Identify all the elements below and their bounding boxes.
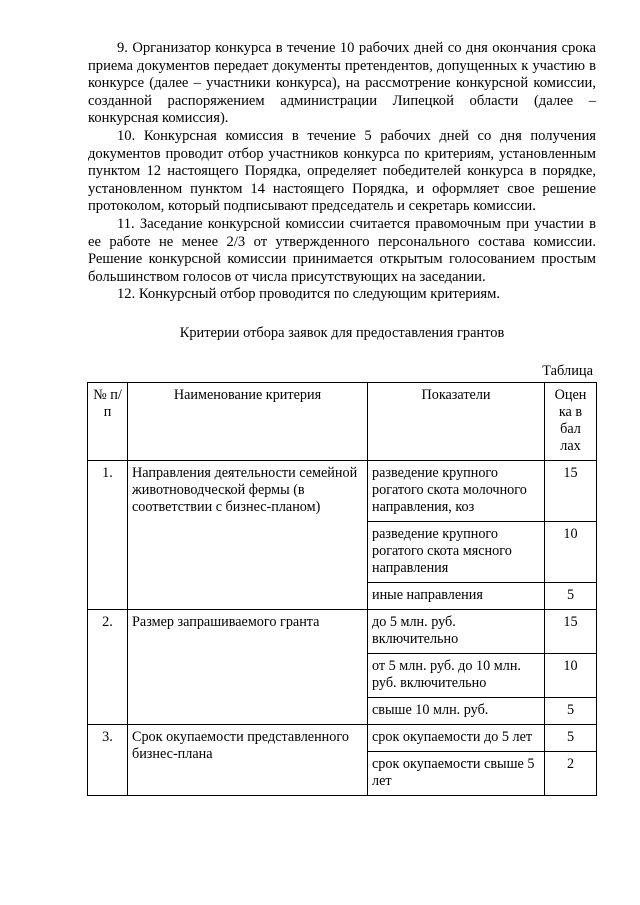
criterion-name: Направления деятельности семейной животноводческой фермы (в соответствии с бизнес-планом) <box>128 460 368 609</box>
table-header-row <box>88 382 597 460</box>
score-cell: 15 <box>545 460 597 521</box>
table-note: Таблица <box>542 362 593 379</box>
table-caption: Критерии отбора заявок для предоставления грантов <box>179 324 505 341</box>
indicator-cell: от 5 млн. руб. до 10 млн. руб. включительно <box>368 653 545 697</box>
indicator-cell: разведение крупного рогатого скота мясного направления <box>368 521 545 582</box>
header-num: № п/п <box>88 382 128 460</box>
score-cell: 2 <box>545 751 597 795</box>
score-cell: 10 <box>545 653 597 697</box>
header-indicators: Показатели <box>368 382 545 460</box>
score-cell: 15 <box>545 609 597 653</box>
score-cell: 5 <box>545 724 597 751</box>
indicator-cell: до 5 млн. руб. включительно <box>368 609 545 653</box>
document-page <box>88 40 596 796</box>
indicator-cell: срок окупаемости до 5 лет <box>368 724 545 751</box>
paragraph-11: 11. Заседание конкурсной комиссии считается правомочным при участии в ее работе не менее 2/3 от утвержденного персонального состава комиссии. Решение конкурсной комиссии принимается открытым голосованием простым большинством голосов от числа присутствующих на заседании. <box>88 215 596 285</box>
paragraph-12: 12. Конкурсный отбор проводится по следующим критериям. <box>117 286 500 303</box>
score-cell: 5 <box>545 582 597 609</box>
header-score: Оцен ка в бал лах <box>545 382 597 460</box>
indicator-cell: разведение крупного рогатого скота молочного направления, коз <box>368 460 545 521</box>
row-num: 3. <box>88 724 128 795</box>
score-cell: 10 <box>545 521 597 582</box>
indicator-cell: срок окупаемости свыше 5 лет <box>368 751 545 795</box>
indicator-cell: иные направления <box>368 582 545 609</box>
table-row <box>88 609 597 653</box>
table-row <box>88 724 597 751</box>
criterion-name: Срок окупаемости представленного бизнес-плана <box>128 724 368 795</box>
row-num: 2. <box>88 609 128 724</box>
header-name: Наименование критерия <box>128 382 368 460</box>
row-num: 1. <box>88 460 128 609</box>
table-row <box>88 460 597 521</box>
score-cell: 5 <box>545 697 597 724</box>
criteria-table <box>87 382 597 796</box>
paragraph-10: 10. Конкурсная комиссия в течение 5 рабочих дней со дня получения документов проводит отбор участников конкурса по критериям, установленным пунктом 12 настоящего Порядка, определяет победителей конкурса в порядке, установленном пунктом 14 настоящего Порядка, и оформляет свое решение протоколом, который подписывают председатель и секретарь комиссии. <box>88 127 596 215</box>
indicator-cell: свыше 10 млн. руб. <box>368 697 545 724</box>
criterion-name: Размер запрашиваемого гранта <box>128 609 368 724</box>
paragraph-9: 9. Организатор конкурса в течение 10 рабочих дней со дня окончания срока приема документов передает документы претендентов, допущенных к участию в конкурсе (далее – участники конкурса), на рассмотрение конкурсной комиссии, созданной распоряжением администрации Липецкой области (далее – конкурсная комиссия). <box>88 40 596 127</box>
